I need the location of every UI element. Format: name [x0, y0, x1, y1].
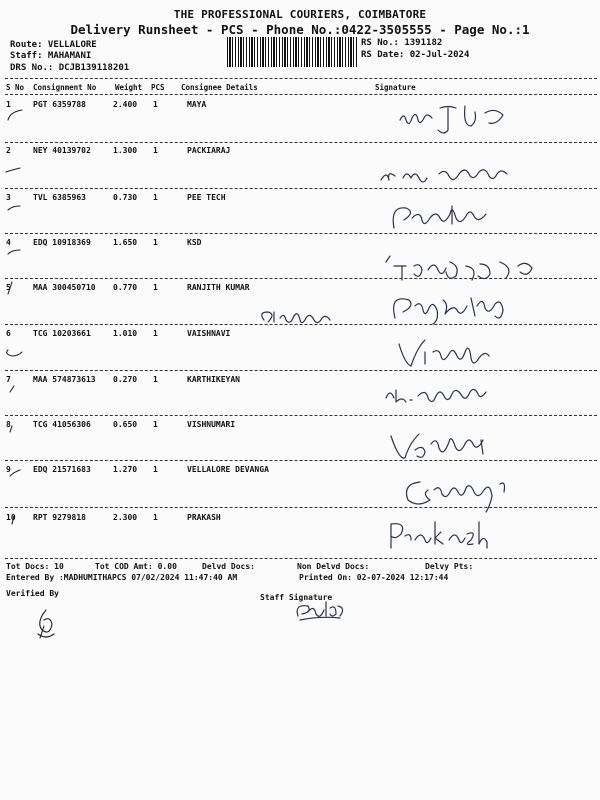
row-consignment-no: RPT 9279818: [33, 513, 86, 522]
row-pcs: 1: [153, 465, 158, 474]
row-pcs: 1: [153, 420, 158, 429]
row-pcs: 1: [153, 513, 158, 522]
row-consignee: PRAKASH: [187, 513, 221, 522]
row-weight: 0.270: [113, 375, 138, 384]
row-consignment-no: PGT 6359788: [33, 100, 86, 109]
signature-10: [385, 518, 495, 554]
row-pcs: 1: [153, 329, 158, 338]
route-label: Route: VELLALORE: [10, 40, 97, 50]
row-sno: 2: [6, 146, 11, 155]
row-divider: [5, 460, 597, 461]
row-sno: 8: [6, 420, 11, 429]
row-divider: [5, 142, 597, 143]
header-top-rule: [5, 78, 597, 79]
signature-8: [385, 430, 505, 464]
signature-5: [385, 288, 525, 328]
row-divider: [5, 370, 597, 371]
row-consignment-no: MAA 300450710: [33, 283, 96, 292]
row-weight: 0.650: [113, 420, 138, 429]
row-consignee: VELLALORE DEVANGA: [187, 465, 269, 474]
row-sno: 6: [6, 329, 11, 338]
row-weight: 1.650: [113, 238, 138, 247]
staff-signature-mark: [290, 598, 360, 624]
row-consignee: RANJITH KUMAR: [187, 283, 250, 292]
row-weight: 1.010: [113, 329, 138, 338]
footer-rule: [5, 558, 597, 559]
signature-6: [395, 336, 505, 370]
tot-docs: Tot Docs: 10: [6, 562, 64, 571]
verified-signature-mark: [32, 606, 62, 642]
signature-3: [382, 198, 522, 234]
row-weight: 2.400: [113, 100, 138, 109]
col-weight: Weight: [115, 83, 143, 92]
staff-label: Staff: MAHAMANI: [10, 51, 92, 61]
row-consignee: KARTHIKEYAN: [187, 375, 240, 384]
row-pcs: 1: [153, 146, 158, 155]
row-weight: 1.270: [113, 465, 138, 474]
row-consignee: PEE TECH: [187, 193, 226, 202]
printed-on: Printed On: 02-07-2024 12:17:44: [299, 573, 449, 582]
col-sno: S No: [6, 83, 25, 92]
row-weight: 1.300: [113, 146, 138, 155]
row-sno: 10: [6, 513, 16, 522]
handwritten-note: [258, 306, 348, 328]
col-pcs: PCS: [151, 83, 165, 92]
row-consignee: PACKIARAJ: [187, 146, 231, 155]
row-pcs: 1: [153, 375, 158, 384]
col-signature: Signature: [375, 83, 416, 92]
row-pcs: 1: [153, 238, 158, 247]
row-consignment-no: TCG 41056306: [33, 420, 91, 429]
row-sno: 3: [6, 193, 11, 202]
row-consignee: VAISHNAVI: [187, 329, 231, 338]
runsheet-title: Delivery Runsheet - PCS - Phone No.:0422-3505555 - Page No.:1: [70, 22, 530, 37]
col-consignee: Consignee Details: [181, 83, 258, 92]
row-weight: 0.730: [113, 193, 138, 202]
row-pcs: 1: [153, 283, 158, 292]
delvd-docs: Delvd Docs:: [202, 562, 255, 571]
header-bottom-rule: [5, 94, 597, 95]
row-weight: 2.300: [113, 513, 138, 522]
signature-1: [395, 98, 545, 138]
row-sno: 7: [6, 375, 11, 384]
col-consignment: Consignment No: [33, 83, 97, 92]
row-consignment-no: EDQ 10918369: [33, 238, 91, 247]
staff-signature-label: Staff Signature: [260, 593, 333, 602]
drs-number: DRS No.: DCJB139118201: [10, 63, 130, 73]
company-title: THE PROFESSIONAL COURIERS, COIMBATORE: [173, 8, 427, 21]
row-consignee: VISHNUMARI: [187, 420, 236, 429]
non-delvd-docs: Non Delvd Docs:: [297, 562, 370, 571]
signature-9: [400, 472, 520, 512]
row-pcs: 1: [153, 193, 158, 202]
row-sno: 4: [6, 238, 11, 247]
signature-2: [375, 160, 525, 190]
row-consignment-no: MAA 574873613: [33, 375, 96, 384]
row-consignment-no: TVL 6385963: [33, 193, 86, 202]
row-sno: 5: [6, 283, 11, 292]
row-consignment-no: NEY 40139702: [33, 146, 91, 155]
row-pcs: 1: [153, 100, 158, 109]
rs-date: RS Date: 02-Jul-2024: [361, 50, 470, 60]
tot-cod-amt: Tot COD Amt: 0.00: [95, 562, 177, 571]
row-sno: 9: [6, 465, 11, 474]
row-divider: [5, 415, 597, 416]
rs-number: RS No.: 1391182: [361, 38, 443, 48]
barcode: [227, 37, 357, 67]
delvy-pts: Delvy Pts:: [425, 562, 474, 571]
verified-by: Verified By: [6, 589, 59, 598]
row-consignee: MAYA: [187, 100, 207, 109]
tick-marks: [0, 94, 30, 554]
row-consignment-no: TCG 10203661: [33, 329, 91, 338]
row-consignment-no: EDQ 21571683: [33, 465, 91, 474]
signature-7: [380, 384, 500, 406]
row-sno: 1: [6, 100, 11, 109]
entered-by: Entered By :MADHUMITHAPCS 07/02/2024 11:47:40 AM: [6, 573, 238, 582]
signature-4: [380, 252, 550, 286]
row-consignee: KSD: [187, 238, 202, 247]
row-weight: 0.770: [113, 283, 138, 292]
